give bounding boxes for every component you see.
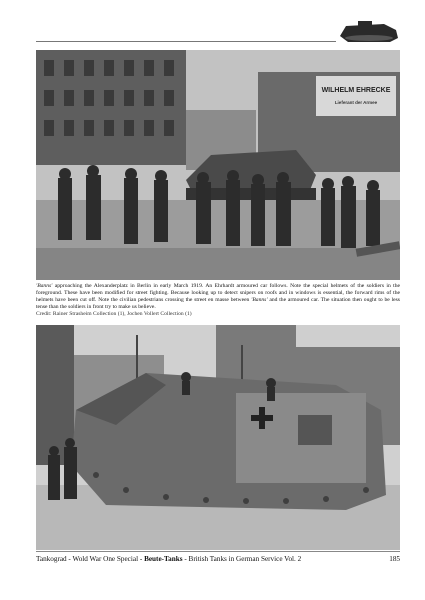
shop-sign-line1: WILHELM EHRECKE: [321, 87, 391, 94]
page-number: 185: [389, 555, 400, 563]
shop-sign-line2: Lieferant der Armee: [334, 100, 378, 105]
caption-tank-name-1: 'Banns': [36, 283, 53, 289]
footer-title-bold: Beute-Tanks: [144, 555, 183, 563]
photo-captured-tank: [36, 325, 400, 550]
caption-text-end: and the armoured car. The situation then ought to be less tense than the soldiers in front try to make us believe.: [36, 297, 400, 311]
caption-text-middle: approaching the Alexanderplatz in Berlin in early March 1919. An Ehrhardt armoured car follows. Note the special helmets of the soldiers in the foreground. These have been modified for street fighting. Because looking up to detect snipers on roofs and in windows is essential, the forward rims of the helmets have been cut off. Note the civilian pedestrians crossing the street en masse between: [36, 283, 400, 304]
footer-rule: [36, 551, 400, 552]
header-rule: [36, 41, 336, 42]
photo-street-scene-soldiers: [36, 50, 400, 280]
caption-tank-name-2: 'Banns': [251, 297, 268, 304]
footer-book-title: [36, 555, 301, 563]
footer-title-part2: - British Tanks in German Service Vol. 2: [182, 555, 302, 563]
photo-caption: [36, 283, 400, 318]
photo-credit: Credit: Rainer Strasheim Collection (1), Jochen Vollert Collection (1): [36, 311, 192, 318]
footer-title-part1: Tankograd - Wold War One Special -: [36, 555, 145, 563]
tank-silhouette-icon: [338, 20, 400, 44]
